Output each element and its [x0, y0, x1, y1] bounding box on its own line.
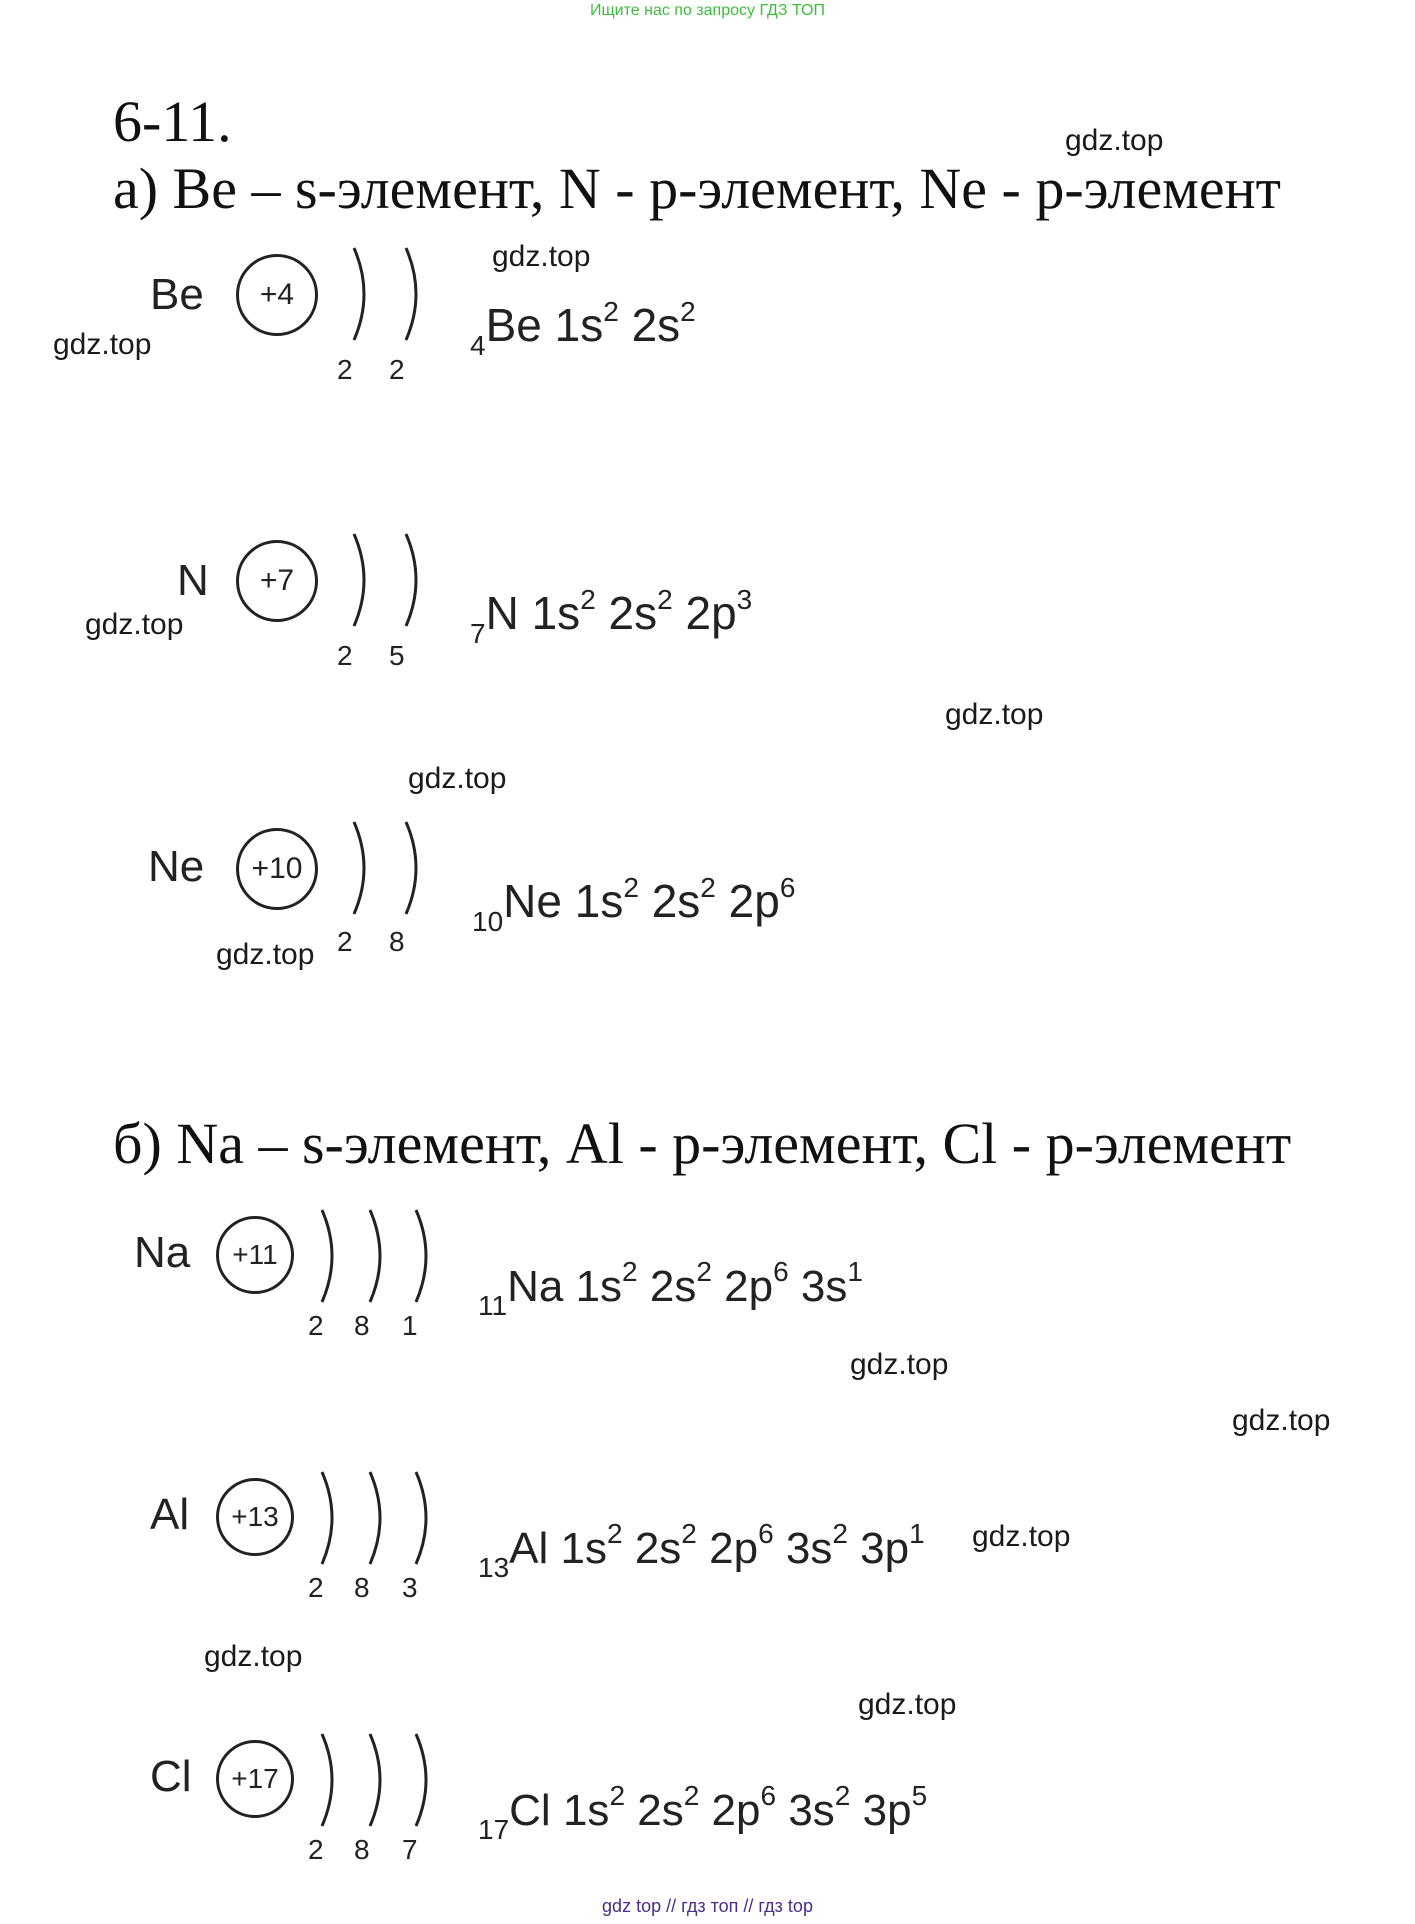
task-number: 6-11. [113, 89, 232, 154]
electron-shell-arc [402, 530, 426, 630]
electron-shell-arc [350, 530, 374, 630]
electron-shell-arc [366, 1468, 390, 1568]
shell-electron-count: 2 [337, 926, 353, 957]
electron-configuration: $_{10}$Ne $1s^2$ $2s^2$ $2p^6$ [472, 872, 796, 937]
footer: gdz top // гдз топ // гдз top [602, 1896, 813, 1916]
shell-electron-count: 2 [337, 640, 353, 671]
electron-configuration: $_{13}$Al $1s^2$ $2s^2$ $2p^6$ $3s^2$ $3p^1$ [478, 1518, 925, 1583]
shell-electron-count: 8 [354, 1310, 370, 1341]
shell-electron-count: 7 [402, 1834, 418, 1865]
element-symbol: Ne [148, 842, 205, 891]
nucleus-charge: +13 [216, 1478, 294, 1556]
watermark: gdz.top [85, 608, 184, 641]
electron-shell-arc [412, 1730, 436, 1830]
electron-shell-arc [366, 1730, 390, 1830]
element-symbol: Na [134, 1228, 191, 1277]
nucleus-charge: +4 [236, 254, 318, 336]
shell-electron-count: 5 [389, 640, 405, 671]
watermark: gdz.top [1232, 1404, 1331, 1437]
electron-configuration: $_4$Be $1s^2$ $2s^2$ [470, 296, 696, 361]
electron-configuration: $_{11}$Na $1s^2$ $2s^2$ $2p^6$ $3s^1$ [478, 1256, 863, 1321]
part-b-heading: б) Na – s-элемент, Al - p-элемент, Cl - p-элемент [113, 1111, 1292, 1176]
electron-shell-arc [366, 1206, 390, 1306]
electron-configuration: $_7$N $1s^2$ $2s^2$ $2p^3$ [470, 584, 753, 649]
nucleus-charge: +11 [216, 1216, 294, 1294]
watermark: gdz.top [972, 1520, 1071, 1553]
shell-electron-count: 2 [308, 1310, 324, 1341]
watermark: gdz.top [850, 1348, 949, 1381]
element-symbol: Be [150, 270, 204, 319]
element-symbol: N [177, 556, 209, 605]
electron-shell-arc [412, 1468, 436, 1568]
shell-electron-count: 2 [308, 1834, 324, 1865]
shell-electron-count: 2 [337, 354, 353, 385]
electron-shell-arc [318, 1206, 342, 1306]
electron-shell-arc [350, 818, 374, 918]
electron-shell-arc [412, 1206, 436, 1306]
electron-configuration: $_{17}$Cl $1s^2$ $2s^2$ $2p^6$ $3s^2$ $3p^5$ [478, 1780, 928, 1845]
electron-shell-arc [402, 818, 426, 918]
watermark: gdz.top [204, 1640, 303, 1673]
electron-shell-arc [318, 1730, 342, 1830]
top-banner: Ищите нас по запросу ГДЗ ТОП [590, 2, 825, 19]
shell-electron-count: 2 [389, 354, 405, 385]
watermark: gdz.top [945, 698, 1044, 731]
element-symbol: Cl [150, 1752, 192, 1801]
watermark: gdz.top [53, 328, 152, 361]
shell-electron-count: 8 [354, 1834, 370, 1865]
nucleus-charge: +7 [236, 540, 318, 622]
element-symbol: Al [150, 1490, 190, 1539]
watermark: gdz.top [858, 1688, 957, 1721]
electron-shell-arc [402, 244, 426, 344]
part-a-heading: а) Be – s-элемент, N - p-элемент, Ne - p-элемент [113, 156, 1282, 221]
watermark: gdz.top [408, 762, 507, 795]
shell-electron-count: 8 [354, 1572, 370, 1603]
electron-shell-arc [350, 244, 374, 344]
nucleus-charge: +17 [216, 1740, 294, 1818]
shell-electron-count: 3 [402, 1572, 418, 1603]
shell-electron-count: 2 [308, 1572, 324, 1603]
watermark: gdz.top [492, 240, 591, 273]
watermark: gdz.top [216, 938, 315, 971]
nucleus-charge: +10 [236, 828, 318, 910]
shell-electron-count: 8 [389, 926, 405, 957]
watermark: gdz.top [1065, 124, 1164, 157]
electron-shell-arc [318, 1468, 342, 1568]
shell-electron-count: 1 [402, 1310, 418, 1341]
